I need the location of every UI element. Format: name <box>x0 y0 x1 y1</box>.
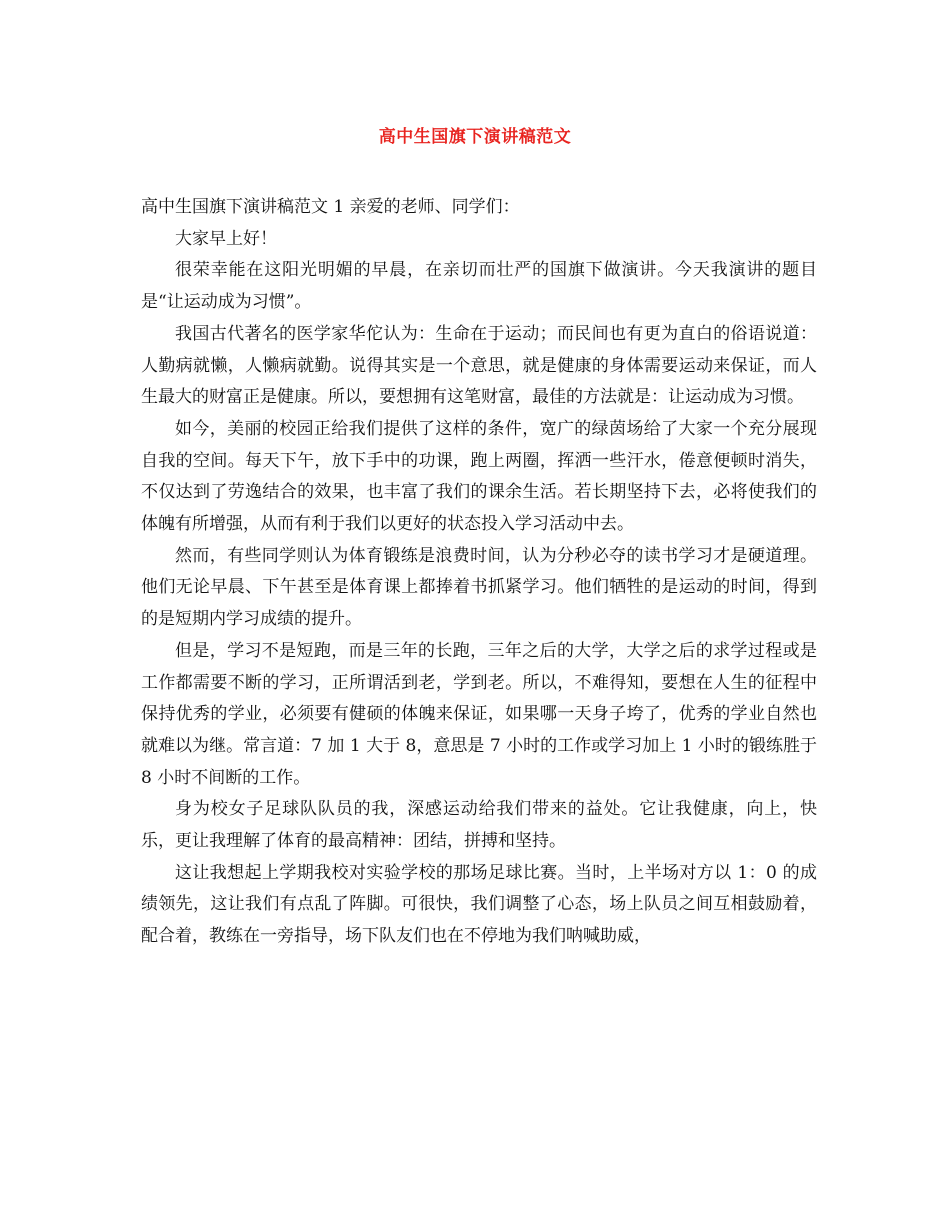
document-body <box>141 192 817 953</box>
paragraph-good-morning: 大家早上好！ <box>175 228 277 249</box>
paragraph-campus: 如今，美丽的校园正给我们提供了这样的条件，宽广的绿茵场给了大家一个充分展现自我的空间。每天下午，放下手中的功课，跑上两圈，挥洒一些汗水，倦意便顿时消失，不仅达到了劳逸结合的效果，也丰富了我们的课余生活。若长期坚持下去，必将使我们的体魄有所增强，从而有利于我们以更好的状态投入学习活动中去。 <box>141 418 817 535</box>
paragraph-football-team: 身为校女子足球队队员的我，深感运动给我们带来的益处。它让我健康，向上，快乐，更让我理解了体育的最高精神：团结，拼搏和坚持。 <box>141 799 817 852</box>
paragraph-huatuo: 我国古代著名的医学家华佗认为：生命在于运动；而民间也有更为直白的俗语说道：人勤病就懒，人懒病就勤。说得其实是一个意思，就是健康的身体需要运动来保证，而人生最大的财富正是健康。所以，要想拥有这笔财富，最佳的方法就是：让运动成为习惯。 <box>141 323 817 408</box>
paragraph-match: 这让我想起上学期我校对实验学校的那场足球比赛。当时，上半场对方以 1：0 的成绩领先，这让我们有点乱了阵脚。可很快，我们调整了心态，场上队员之间互相鼓励着，配合着，教练在一旁指导，场下队友们也在不停地为我们呐喊助威， <box>141 862 817 947</box>
paragraph-greeting: 高中生国旗下演讲稿范文 1 亲爱的老师、同学们： <box>141 197 520 217</box>
paragraph-intro: 很荣幸能在这阳光明媚的早晨，在亲切而壮严的国旗下做演讲。今天我演讲的题目是“让运动成为习惯”。 <box>141 260 817 313</box>
document-title: 高中生国旗下演讲稿范文 <box>378 127 572 147</box>
paragraph-however: 然而，有些同学则认为体育锻练是浪费时间，认为分秒必夺的读书学习才是硬道理。他们无论早晨、下午甚至是体育课上都捧着书抓紧学习。他们牺牲的是运动的时间，得到的是短期内学习成绩的提升。 <box>141 545 817 630</box>
paragraph-long-run: 但是，学习不是短跑，而是三年的长跑，三年之后的大学，大学之后的求学过程或是工作都需要不断的学习，正所谓活到老，学到老。所以，不难得知，要想在人生的征程中保持优秀的学业，必须要有健硕的体魄来保证，如果哪一天身子垮了，优秀的学业自然也就难以为继。常言道：7 加 1 大于 8，意思是 7 小时的工作或学习加上 1 小时的锻练胜于 8 小时不间断的工作。 <box>141 640 817 788</box>
